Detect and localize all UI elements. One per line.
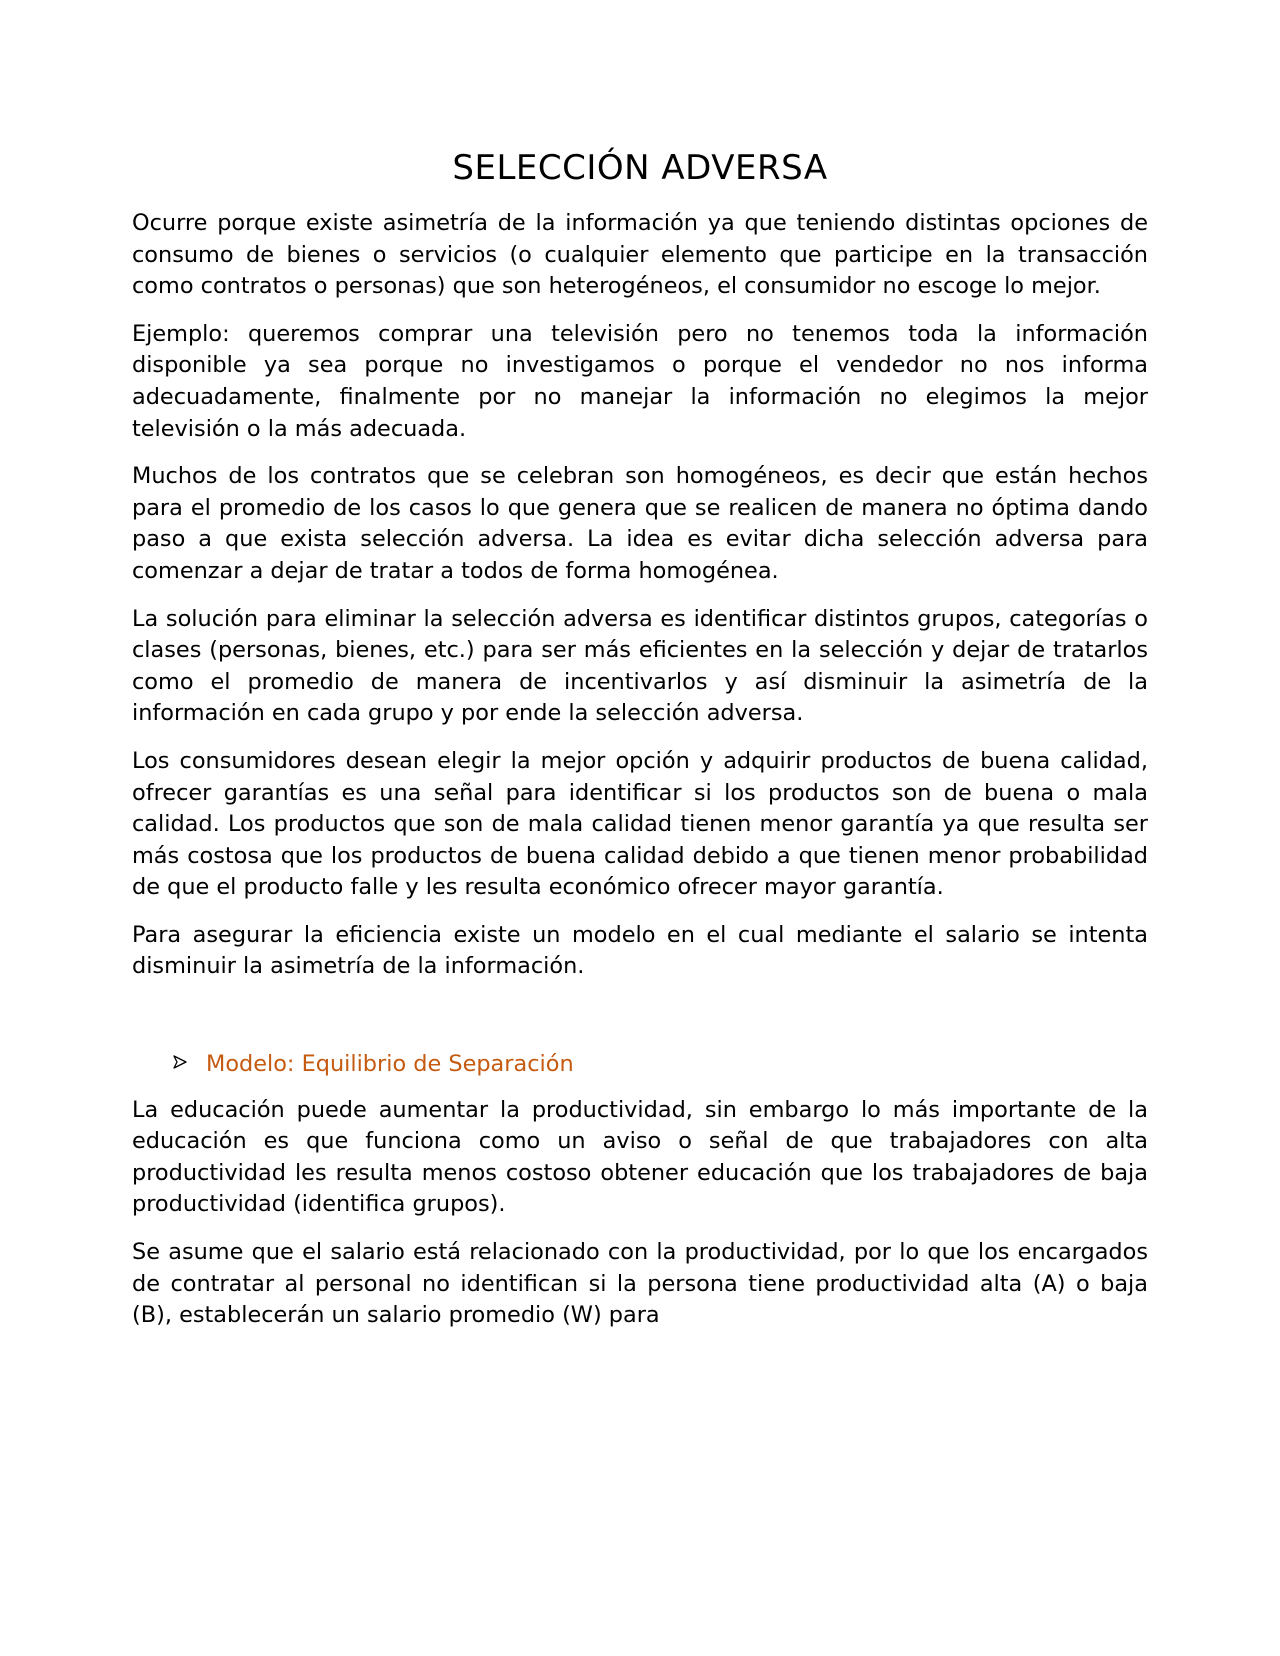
arrow-bullet-icon — [172, 1049, 206, 1081]
paragraph: La solución para eliminar la selección adversa es identificar distintos grupos, categorías o clases (personas, bienes, etc.) para ser más eficientes en la selección y dejar de tratarlos como el promedio de manera de incentivarlos y así disminuir la asimetría de la información en cada grupo y por ende la selección adversa. — [132, 605, 1148, 727]
section-heading: Modelo: Equilibrio de Separación — [206, 1051, 574, 1078]
paragraph: Se asume que el salario está relacionado con la productividad, por lo que los encargados de contratar al personal no identifican si la persona tiene productividad alta (A) o baja (B), establecerán un salario promedio (W) para — [132, 1239, 1148, 1329]
document-title: SELECCIÓN ADVERSA — [452, 148, 828, 188]
section-spacer — [132, 999, 1148, 1049]
document-page — [132, 148, 1148, 1348]
paragraph: Para asegurar la eficiencia existe un modelo en el cual mediante el salario se intenta disminuir la asimetría de la información. — [132, 921, 1148, 980]
paragraph: Ejemplo: queremos comprar una televisión pero no tenemos toda la información disponible ya sea porque no investigamos o porque el vendedor no nos informa adecuadamente, finalmente por no manejar la información no elegimos la mejor televisión o la más adecuada. — [132, 320, 1148, 442]
paragraph: Los consumidores desean elegir la mejor opción y adquirir productos de buena calidad, ofrecer garantías es una señal para identificar si los productos son de buena o mala calidad. Los productos que son de mala calidad tienen menor garantía ya que resulta ser más costosa que los productos de buena calidad debido a que tienen menor probabilidad de que el producto falle y les resulta económico ofrecer mayor garantía. — [132, 747, 1148, 901]
section-heading-row — [172, 1049, 1148, 1081]
paragraph: Ocurre porque existe asimetría de la información ya que teniendo distintas opciones de consumo de bienes o servicios (o cualquier elemento que participe en la transacción como contratos o personas) que son heterogéneos, el consumidor no escoge lo mejor. — [132, 210, 1148, 300]
paragraph: La educación puede aumentar la productividad, sin embargo lo más importante de la educación es que funciona como un aviso o señal de que trabajadores con alta productividad les resulta menos costoso obtener educación que los trabajadores de baja productividad (identifica grupos). — [132, 1096, 1148, 1218]
paragraph: Muchos de los contratos que se celebran son homogéneos, es decir que están hechos para el promedio de los casos lo que genera que se realicen de manera no óptima dando paso a que exista selección adversa. La idea es evitar dicha selección adversa para comenzar a dejar de tratar a todos de forma homogénea. — [132, 463, 1148, 584]
